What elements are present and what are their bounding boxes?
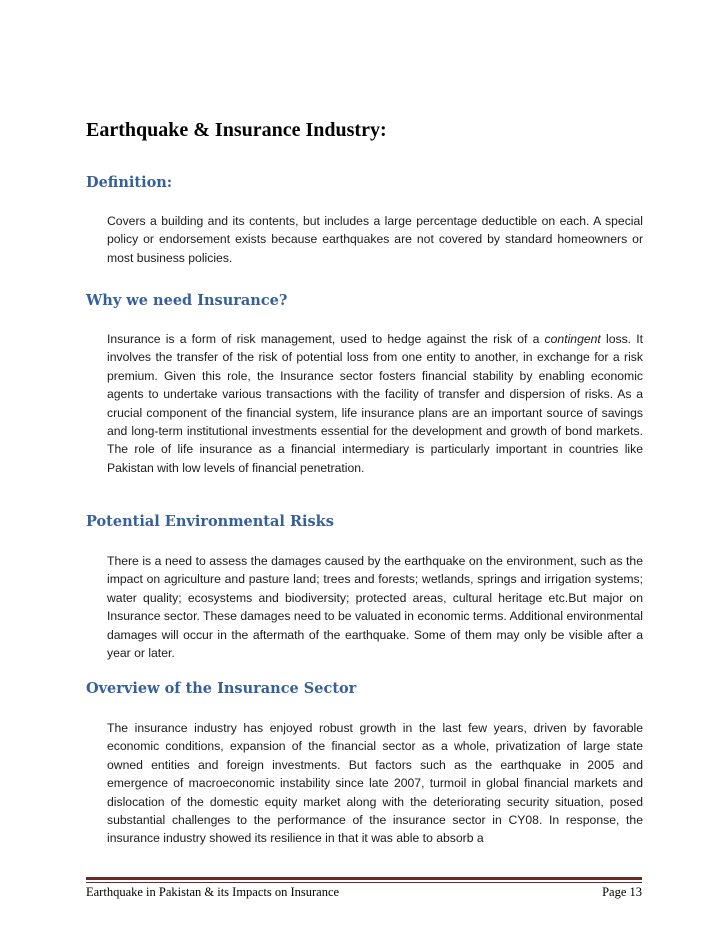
section-body-definition: Covers a building and its contents, but includes a large percentage deductible on each. A special policy or endorsement exists because earthquakes are not covered by standard homeowners or most business policies. [107,214,643,265]
body-text-start: Insurance is a form of risk management, used to hedge against the risk of a [107,332,545,346]
section-heading-why-insurance: Why we need Insurance? [86,292,288,309]
section-body-environmental-risks: There is a need to assess the damages caused by the earthquake on the environment, such as the impact on agriculture and pasture land; trees and forests; wetlands, springs and irrigation systems; water quality; ecosystems and biodiversity; protected areas, cultural heritage etc.But major on Insurance sector. These damages need to be valuated in economic terms. Additional environmental damages will occur in the aftermath of the earthquake. Some of them may only be visible after a year or later. [107,554,643,661]
body-text-end: loss. It involves the transfer of the risk of potential loss from one entity to another, in exchange for a risk premium. Given this role, the Insurance sector fosters financial stability by enabling economic agents to undertake various transactions with the facility of transfer and dispersion of risks. As a crucial component of the financial system, life insurance plans are an important source of savings and long-term institutional investments essential for the development and growth of bond markets. The role of life insurance as a financial intermediary is particularly important in countries like Pakistan with low levels of financial penetration. [107,332,644,475]
body-text-italic: contingent [544,332,601,346]
section-heading-definition: Definition: [86,174,173,191]
section-body-insurance-overview: The insurance industry has enjoyed robust growth in the last few years, driven by favorable economic conditions, expansion of the financial sector as a whole, privatization of large state owned entities and foreign investments. But factors such as the earthquake in 2005 and emergence of macroeconomic instability since late 2007, turmoil in global financial markets and dislocation of the domestic equity market along with the deteriorating security situation, posed substantial challenges to the performance of the insurance sector in CY08. In response, the insurance industry showed its resilience in that it was able to absorb a [107,721,643,846]
footer-divider-thin [86,882,642,883]
footer-page-number: Page 13 [602,885,642,899]
footer-divider-thick [86,877,642,880]
page-title: Earthquake & Insurance Industry: [86,119,387,141]
section-heading-insurance-overview: Overview of the Insurance Sector [86,680,357,697]
section-heading-environmental-risks: Potential Environmental Risks [86,513,334,530]
footer-document-title: Earthquake in Pakistan & its Impacts on Insurance [86,885,340,899]
section-body-why-insurance [107,330,643,477]
